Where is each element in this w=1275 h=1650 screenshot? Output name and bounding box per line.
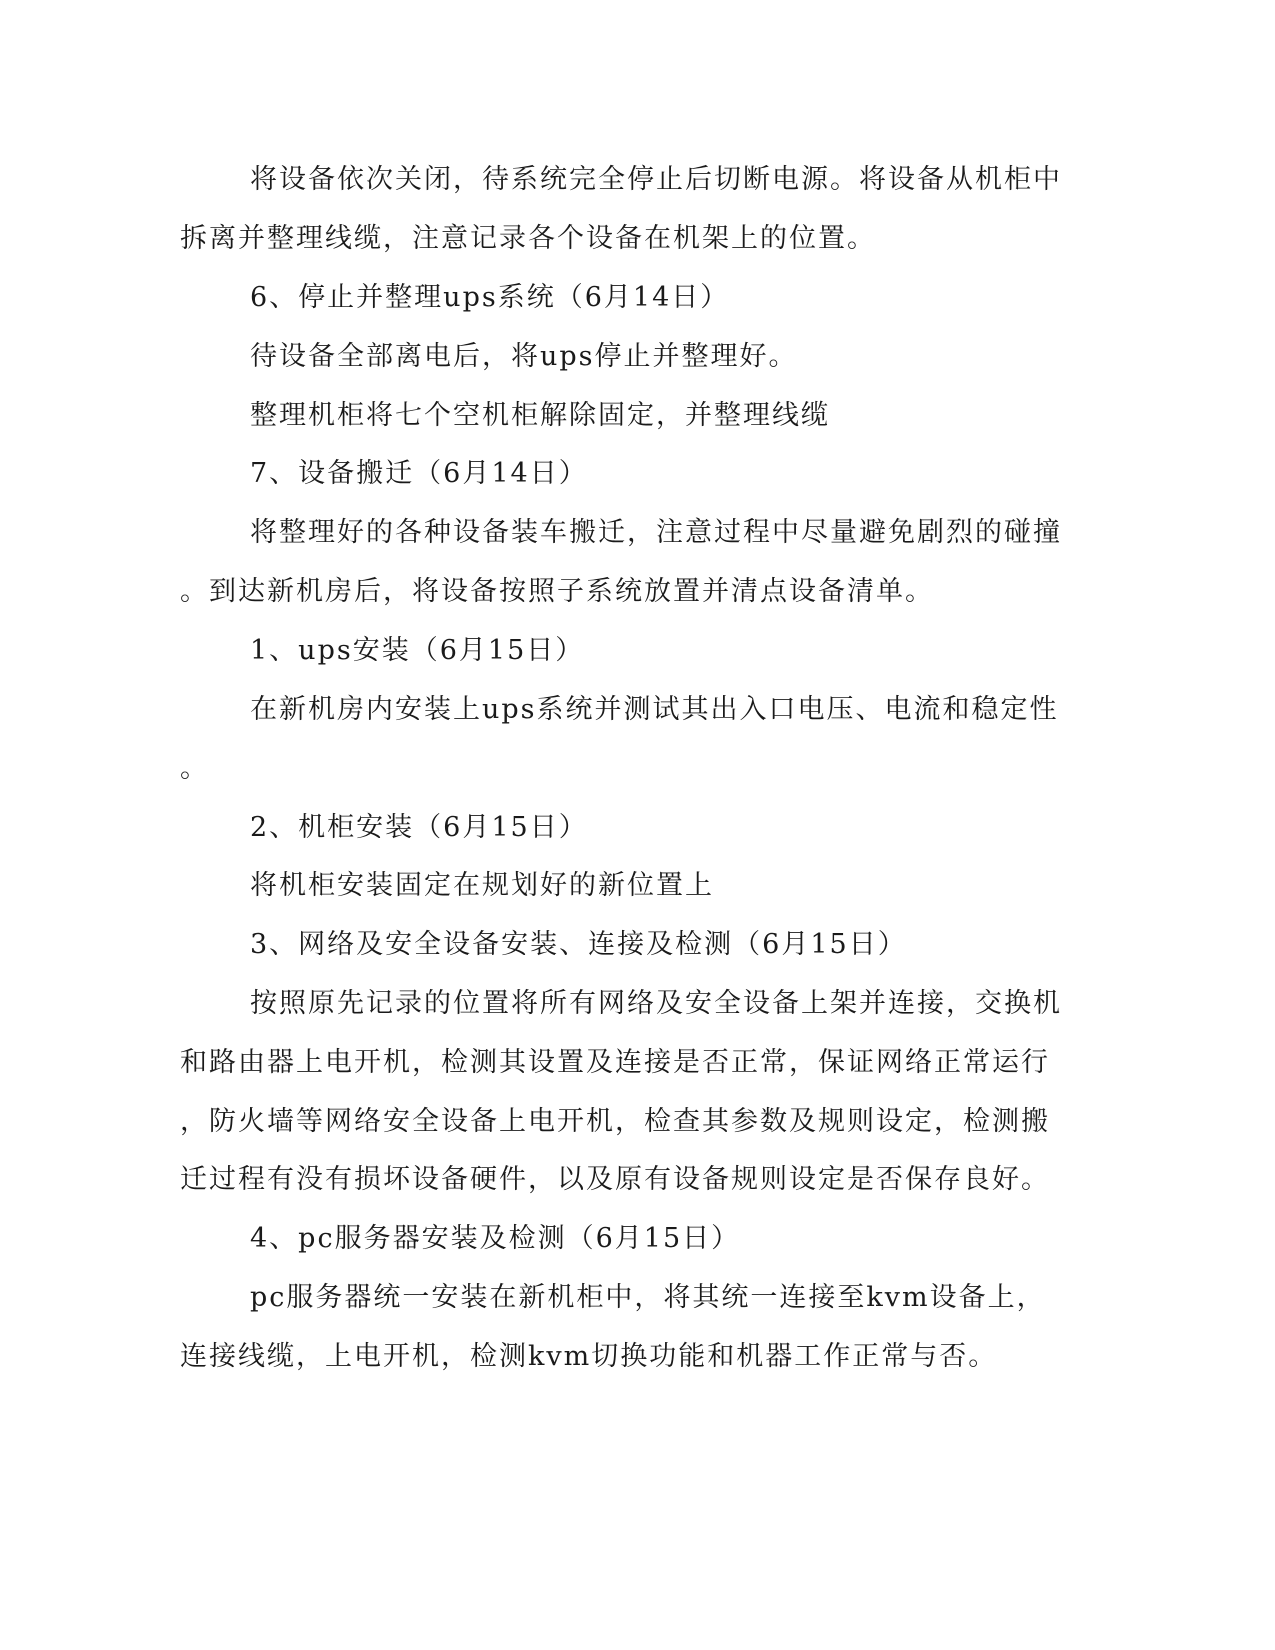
paragraph-line: 连接线缆，上电开机，检测kvm切换功能和机器工作正常与否。 — [180, 1341, 998, 1372]
paragraph-line: 按照原先记录的位置将所有网络及安全设备上架并连接，交换机 — [250, 988, 1062, 1019]
section-heading: 4、pc服务器安装及检测（6月15日） — [250, 1223, 741, 1254]
paragraph-line: 迁过程有没有损坏设备硬件，以及原有设备规则设定是否保存良好。 — [180, 1164, 1050, 1195]
paragraph-line: 整理机柜将七个空机柜解除固定，并整理线缆 — [250, 400, 830, 431]
paragraph-line: 待设备全部离电后，将ups停止并整理好。 — [250, 341, 798, 372]
section-heading: 3、网络及安全设备安装、连接及检测（6月15日） — [250, 929, 907, 960]
paragraph-line: 在新机房内安装上ups系统并测试其出入口电压、电流和稳定性 — [250, 694, 1059, 725]
paragraph-line: 将机柜安装固定在规划好的新位置上 — [250, 870, 714, 901]
paragraph-line: 。 — [180, 753, 209, 784]
section-heading: 7、设备搬迁（6月14日） — [250, 458, 588, 489]
paragraph-line: 将设备依次关闭，待系统完全停止后切断电源。将设备从机柜中 — [250, 164, 1062, 195]
section-heading: 6、停止并整理ups系统（6月14日） — [250, 282, 730, 313]
section-heading: 2、机柜安装（6月15日） — [250, 812, 588, 843]
section-heading: 1、ups安装（6月15日） — [250, 635, 585, 666]
paragraph-line: 和路由器上电开机，检测其设置及连接是否正常，保证网络正常运行 — [180, 1047, 1050, 1078]
paragraph-line: 将整理好的各种设备装车搬迁，注意过程中尽量避免剧烈的碰撞 — [250, 517, 1062, 548]
paragraph-line: 。到达新机房后，将设备按照子系统放置并清点设备清单。 — [180, 576, 934, 607]
paragraph-line: pc服务器统一安装在新机柜中，将其统一连接至kvm设备上， — [250, 1282, 1046, 1313]
paragraph-line: ，防火墙等网络安全设备上电开机，检查其参数及规则设定，检测搬 — [180, 1106, 1050, 1137]
paragraph-line: 拆离并整理线缆，注意记录各个设备在机架上的位置。 — [180, 223, 876, 254]
